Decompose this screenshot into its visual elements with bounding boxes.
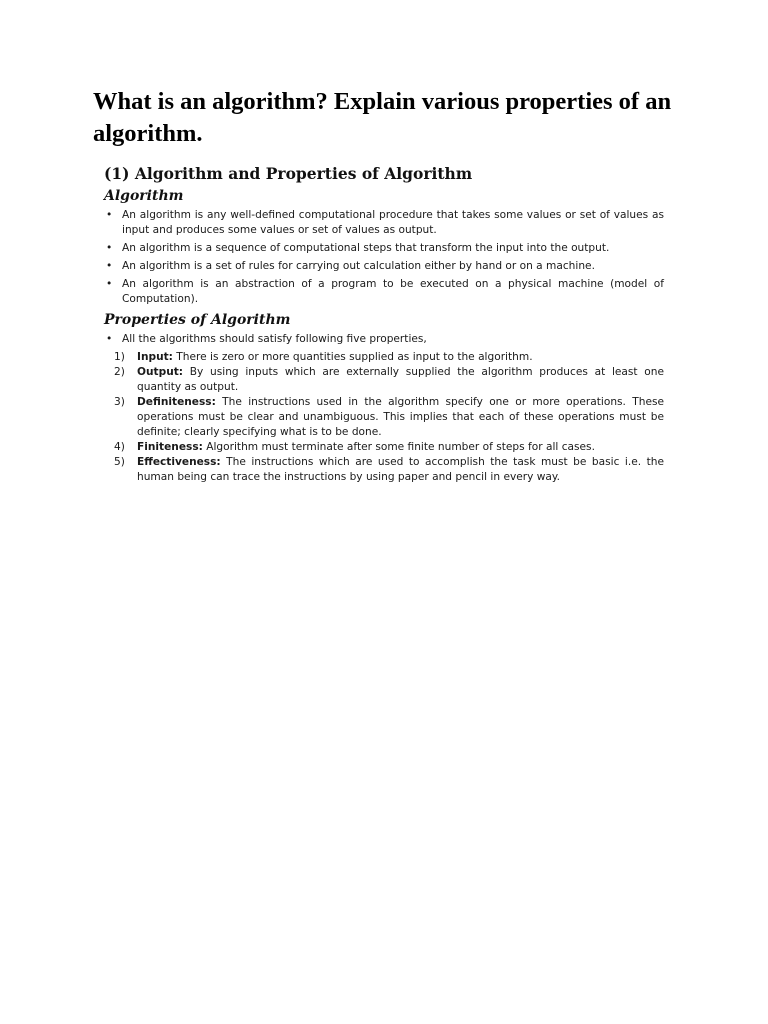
bullet-icon: • (106, 278, 113, 290)
bullet-text: An algorithm is an abstraction of a program to be executed on a physical machine (model of Computation). (122, 278, 664, 305)
property-term: Input: (137, 351, 173, 363)
bullet-text: An algorithm is a set of rules for carrying out calculation either by hand or on a machine. (122, 260, 595, 272)
property-number: 5) (114, 456, 125, 468)
document-content (104, 162, 664, 485)
list-item (104, 241, 664, 256)
list-item (104, 332, 664, 347)
bullet-icon: • (106, 209, 113, 221)
property-item-finiteness (104, 440, 664, 455)
property-number: 3) (114, 396, 125, 408)
properties-intro: All the algorithms should satisfy following five properties, (122, 333, 427, 345)
properties-heading: Properties of Algorithm (104, 312, 291, 328)
page-title: What is an algorithm? Explain various properties of an algorithm. (93, 88, 672, 147)
bullet-icon: • (106, 333, 113, 345)
property-number: 2) (114, 366, 125, 378)
algorithm-bullet-list (104, 208, 664, 307)
bullet-text: An algorithm is any well-defined computational procedure that takes some values or set of values as input and produces some values or set of values as output. (122, 209, 664, 236)
list-item (104, 208, 664, 238)
property-item-effectiveness (104, 455, 664, 485)
list-item (104, 277, 664, 307)
property-term: Finiteness: (137, 441, 203, 453)
properties-intro-list (104, 332, 664, 347)
property-number: 1) (114, 351, 125, 363)
property-item-output (104, 365, 664, 395)
property-term: Effectiveness: (137, 456, 221, 468)
property-text: There is zero or more quantities supplied as input to the algorithm. (172, 351, 533, 363)
property-text: The instructions which are used to accomplish the task must be basic i.e. the human being can trace the instructions by using paper and pencil in every way. (137, 456, 664, 483)
bullet-icon: • (106, 242, 113, 254)
property-item-input (104, 350, 664, 365)
algorithm-heading: Algorithm (104, 188, 184, 204)
property-term: Output: (137, 366, 184, 378)
list-item (104, 259, 664, 274)
property-item-definiteness (104, 395, 664, 440)
bullet-icon: • (106, 260, 113, 272)
property-text: By using inputs which are externally supplied the algorithm produces at least one quantity as output. (137, 366, 664, 393)
property-number: 4) (114, 441, 125, 453)
property-text: Algorithm must terminate after some finite number of steps for all cases. (202, 441, 595, 453)
property-term: Definiteness: (137, 396, 216, 408)
properties-list (104, 350, 664, 485)
bullet-text: An algorithm is a sequence of computational steps that transform the input into the output. (122, 242, 610, 254)
section-heading: (1) Algorithm and Properties of Algorithm (104, 164, 473, 183)
property-text: The instructions used in the algorithm specify one or more operations. These operations must be clear and unambiguous. This implies that each of these operations must be definite; clearly specifying what is to be done. (137, 396, 664, 438)
